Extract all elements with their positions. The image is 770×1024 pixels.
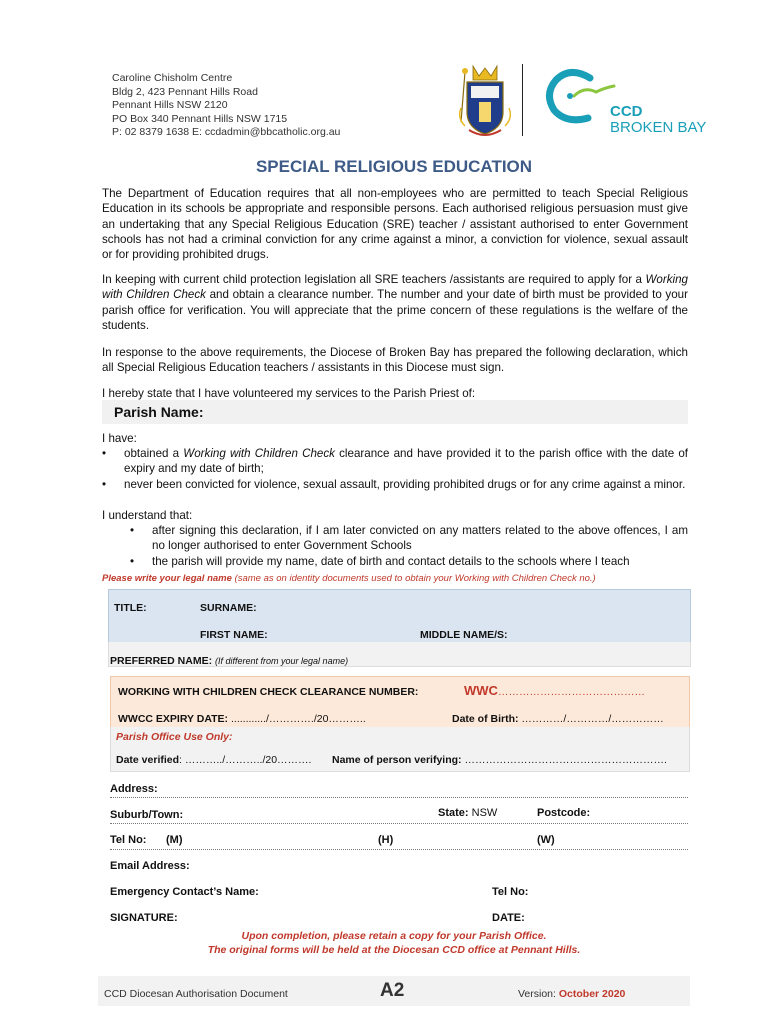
footer-form-code: A2 <box>380 980 405 1001</box>
tel-work-field[interactable]: (W) <box>537 834 555 846</box>
address-line: Bldg 2, 423 Pennant Hills Road <box>112 85 258 98</box>
office-use-heading: Parish Office Use Only: <box>116 731 233 743</box>
address-line: Caroline Chisholm Centre <box>112 72 233 84</box>
wwc-prefix: WWC <box>464 683 498 698</box>
address-line: PO Box 340 Pennant Hills NSW 1715 <box>112 112 288 125</box>
title-field[interactable]: TITLE: <box>114 602 147 614</box>
legal-name-note <box>102 573 596 584</box>
address-line: Pennant Hills NSW 2120 <box>112 99 228 111</box>
footer-version <box>518 988 625 1000</box>
intro-paragraph: The Department of Education requires that all non-employees who are permitted to teach Special Religious Education in its schools be appropriate and responsible persons. Each authorised religious persuasion must give an undertaking that any Special Religious Education (SRE) teacher / assistant authorised to enter Government schools has not had a criminal conviction for any crime against a minor, a conviction for violence, sexual assault or for providing prohibited drugs. <box>102 187 688 262</box>
signature-field[interactable]: SIGNATURE: <box>110 912 178 924</box>
list-item <box>102 477 688 509</box>
legal-name-note-bold: Please write your legal name <box>102 573 232 584</box>
list-item-text <box>124 446 688 477</box>
completion-note-1: Upon completion, please retain a copy for your Parish Office. <box>241 930 547 942</box>
parish-name-field[interactable] <box>102 400 688 424</box>
text: and obtain a clearance number. The number and your date of birth must be provided to your parish office for verification. You will appreciate that the prime concern of these regulations is the welfare of the students. <box>102 288 688 332</box>
date-verified-label: Date verified <box>116 754 180 766</box>
emergency-tel-field[interactable]: Tel No: <box>492 886 529 898</box>
preferred-name-field[interactable] <box>110 655 348 667</box>
middle-name-field[interactable]: MIDDLE NAME/S: <box>420 629 508 641</box>
bullet-icon: • <box>102 447 107 460</box>
text: clearance and have provided it to the parish office with the date of expiry and my date of birth; <box>124 447 689 476</box>
suburb-field[interactable]: Suburb/Town: <box>110 809 184 821</box>
page-title: SPECIAL RELIGIOUS EDUCATION <box>255 157 533 176</box>
logo-broken-bay-text: BROKEN BAY <box>610 119 707 136</box>
list-item <box>130 554 688 570</box>
list-item-text: after signing this declaration, if I am later convicted on any matters related to the above offences, I am no longer authorised to enter Government Schools <box>152 524 688 553</box>
name-section <box>108 589 691 644</box>
understand-heading: I understand that: <box>102 509 193 522</box>
completion-note-2: The original forms will be held at the Diocesan CCD office at Pennant Hills. <box>207 944 581 956</box>
dob-label: Date of Birth: <box>452 713 519 725</box>
state-value: NSW <box>471 807 498 819</box>
list-item <box>102 446 688 478</box>
first-name-field[interactable]: FIRST NAME: <box>200 629 268 641</box>
list-item-text: the parish will provide my name, date of birth and contact details to the schools where I teach <box>152 555 630 568</box>
footer-document-name: CCD Diocesan Authorisation Document <box>104 988 288 1000</box>
wwcc-number-field[interactable] <box>464 682 645 700</box>
date-verified-field[interactable] <box>116 754 311 766</box>
address-block <box>112 72 340 140</box>
legal-name-note-rest: (same as on identity documents used to obtain your Working with Children Check no.) <box>231 573 596 584</box>
text: obtained a <box>124 447 184 460</box>
bullet-icon: • <box>130 524 135 537</box>
address-line <box>110 797 688 798</box>
wwcc-term: Working with Children Check <box>183 447 335 460</box>
date-verified-dots: : ………../………../20………. <box>179 754 312 766</box>
wwc-dots: …………………………………… <box>497 686 645 698</box>
version-value: October 2020 <box>558 988 626 1000</box>
email-field[interactable]: Email Address: <box>110 860 190 872</box>
logo-divider <box>522 64 523 136</box>
address-line: P: 02 8379 1638 E: ccdadmin@bbcatholic.org.au <box>112 126 341 138</box>
list-item-text: never been convicted for violence, sexual assault, providing prohibited drugs or for any crime against a minor. <box>124 478 686 491</box>
wwcc-expiry-field[interactable] <box>118 713 366 725</box>
ccd-logo-icon <box>540 66 620 128</box>
person-verifying-label: Name of person verifying: <box>332 754 462 766</box>
person-verifying-dots: …………………………………………………. <box>461 754 667 766</box>
tel-home-field[interactable]: (H) <box>378 834 394 846</box>
logo-ccd-text: CCD <box>610 103 643 120</box>
wwcc-expiry-dots: ............/…………./20……….. <box>228 713 366 725</box>
tel-mobile-field[interactable]: (M) <box>166 834 183 846</box>
bullet-icon: • <box>102 478 107 491</box>
person-verifying-field[interactable] <box>332 754 667 766</box>
wwcc-paragraph <box>102 272 688 333</box>
text: In keeping with current child protection legislation all SRE teachers /assistants are required to apply for a <box>102 273 646 286</box>
date-field[interactable]: DATE: <box>492 912 525 924</box>
bullet-icon: • <box>130 555 135 568</box>
address-field[interactable]: Address: <box>110 783 158 795</box>
dob-field[interactable] <box>452 713 664 725</box>
wwcc-term: Working with Children Check <box>102 273 688 302</box>
suburb-line <box>110 823 688 824</box>
volunteer-statement: I hereby state that I have volunteered my services to the Parish Priest of: <box>102 387 476 400</box>
state-label: State: <box>438 807 469 819</box>
i-have-heading: I have: <box>102 432 137 445</box>
version-label: Version: <box>518 988 559 1000</box>
declaration-paragraph: In response to the above requirements, the Diocese of Broken Bay has prepared the following declaration, which all Special Religious Education teachers / assistants in this Diocese must sign. <box>102 346 688 375</box>
emergency-contact-field[interactable]: Emergency Contact’s Name: <box>110 886 259 898</box>
state-field[interactable] <box>438 807 497 819</box>
surname-field[interactable]: SURNAME: <box>200 602 257 614</box>
tel-label: Tel No: <box>110 834 147 846</box>
preferred-name-label: PREFERRED NAME: <box>110 655 213 667</box>
diocese-crest-icon <box>455 62 515 140</box>
footer <box>98 976 690 1006</box>
wwcc-expiry-label: WWCC EXPIRY DATE: <box>118 713 229 725</box>
preferred-name-hint: (If different from your legal name) <box>215 656 349 666</box>
postcode-field[interactable]: Postcode: <box>537 807 591 819</box>
dob-dots: …………/…………/…………… <box>518 713 664 725</box>
tel-line <box>110 849 688 850</box>
wwcc-number-label: WORKING WITH CHILDREN CHECK CLEARANCE NUMBER: <box>118 686 419 698</box>
parish-name-label: Parish Name: <box>114 404 204 420</box>
list-item <box>130 523 688 555</box>
